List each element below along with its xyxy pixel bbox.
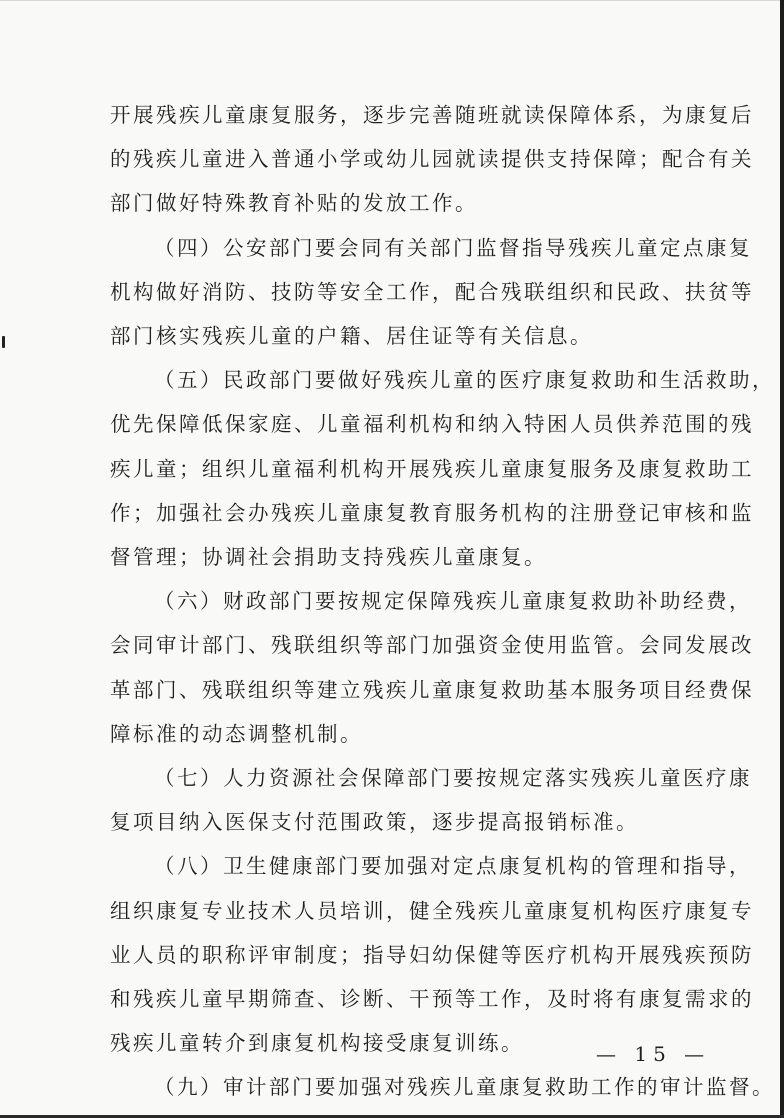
paragraph-start-line: （五）民政部门要做好残疾儿童的医疗康复救助和生活救助， (154, 368, 775, 393)
text-line: 优先保障低保家庭、儿童福利机构和纳入特困人员供养范围的残 (110, 412, 754, 437)
text-line: 的残疾儿童进入普通小学或幼儿园就读提供支持保障；配合有关 (110, 147, 754, 172)
text-line: 残疾儿童转介到康复机构接受康复训练。 (110, 1031, 524, 1056)
text-line: 障标准的动态调整机制。 (110, 721, 363, 746)
paragraph-start-line: （四）公安部门要会同有关部门监督指导残疾儿童定点康复 (154, 235, 752, 260)
text-line: 作；加强社会办残疾儿童康复教育服务机构的注册登记审核和监 (110, 500, 754, 525)
text-line: 组织康复专业技术人员培训，健全残疾儿童康复机构医疗康复专 (110, 898, 754, 923)
paragraph-start-line: （八）卫生健康部门要加强对定点康复机构的管理和指导， (154, 854, 752, 879)
text-line: 和残疾儿童早期筛查、诊断、干预等工作，及时将有康复需求的 (110, 987, 754, 1012)
text-line: 革部门、残联组织等建立残疾儿童康复救助基本服务项目经费保 (110, 677, 754, 702)
text-line: 会同审计部门、残联组织等部门加强资金使用监管。会同发展改 (110, 633, 754, 658)
text-line: 业人员的职称评审制度；指导妇幼保健等医疗机构开展残疾预防 (110, 942, 754, 967)
text-line: 复项目纳入医保支付范围政策，逐步提高报销标准。 (110, 810, 639, 835)
text-line: 开展残疾儿童康复服务，逐步完善随班就读保障体系，为康复后 (110, 103, 754, 127)
text-line: 机构做好消防、技防等安全工作，配合残联组织和民政、扶贫等 (110, 279, 754, 304)
text-line: 督管理；协调社会捐助支持残疾儿童康复。 (110, 545, 547, 570)
paragraph-start-line: （六）财政部门要按规定保障残疾儿童康复救助补助经费， (154, 589, 752, 614)
text-line: 部门做好特殊教育补贴的发放工作。 (110, 191, 478, 216)
paragraph-start-line: （七）人力资源社会保障部门要按规定落实残疾儿童医疗康 (154, 766, 752, 791)
paragraph-start-line: （九）审计部门要加强对残疾儿童康复救助工作的审计监督。 (154, 1075, 775, 1100)
scan-margin-mark (2, 336, 5, 348)
text-line: 部门核实残疾儿童的户籍、居住证等有关信息。 (110, 324, 593, 349)
scan-right-edge (780, 0, 784, 1118)
page-number: — 15 — (596, 1042, 711, 1066)
document-body (110, 97, 775, 1114)
text-line: 疾儿童；组织儿童福利机构开展残疾儿童康复服务及康复救助工 (110, 456, 754, 481)
scan-top-edge (0, 0, 784, 1)
